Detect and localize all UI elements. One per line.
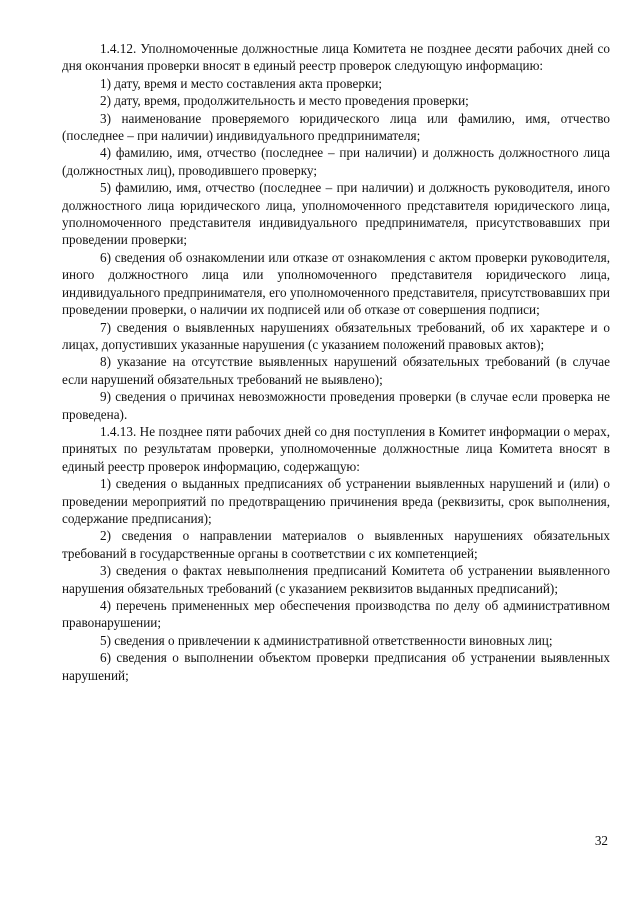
list-item-1: 1) дату, время и место составления акта проверки; (100, 75, 383, 91)
page-number: 32 (594, 833, 608, 848)
list-item-b5: 5) сведения о привлечении к административной ответственности виновных лиц; (100, 632, 553, 648)
list-item-3: 3) наименование проверяемого юридического лица или фамилию, имя, отчество (последнее – при наличии) индивидуального предпринимателя; (62, 110, 610, 144)
list-item-b1: 1) сведения о выданных предписаниях об устранении выявленных нарушений и (или) о проведении мероприятий по предотвращению причинения вреда (реквизиты, срок выполнения, содержание предписания); (62, 476, 610, 526)
list-item-b2: 2) сведения о направлении материалов о выявленных нарушениях обязательных требований в государственные органы в соответствии с их компетенцией; (62, 528, 610, 561)
paragraph-1-4-13: 1.4.13. Не позднее пяти рабочих дней со дня поступления в Комитет информации о мерах, принятых по результатам проверки, уполномоченные должностные лица Комитета вносят в единый реестр проверок информацию, содержащую: (62, 423, 610, 474)
list-item-4: 4) фамилию, имя, отчество (последнее – при наличии) и должность должностного лица (должностных лиц), проводившего проверку; (62, 145, 610, 178)
list-item-9: 9) сведения о причинах невозможности проведения проверки (в случае если проверка не проведена). (62, 389, 610, 422)
list-item-b6: 6) сведения о выполнении объектом проверки предписания об устранении выявленных нарушений; (62, 650, 610, 683)
list-item-7: 7) сведения о выявленных нарушениях обязательных требований, об их характере и о лицах, допустивших указанные нарушения (с указанием положений правовых актов); (62, 319, 610, 352)
list-item-2: 2) дату, время, продолжительность и место проведения проверки; (100, 93, 469, 109)
list-item-b4: 4) перечень примененных мер обеспечения производства по делу об административном правонарушении; (62, 598, 610, 631)
list-item-8: 8) указание на отсутствие выявленных нарушений обязательных требований (в случае если нарушений обязательных требований не выявлено); (62, 354, 610, 387)
list-item-b3: 3) сведения о фактах невыполнения предписаний Комитета об устранении выявленного нарушения обязательных требований (с указанием реквизитов выданных предписаний); (62, 563, 610, 596)
paragraph-1-4-12: 1.4.12. Уполномоченные должностные лица Комитета не позднее десяти рабочих дней со дня окончания проверки вносят в единый реестр проверок следующую информацию: (62, 41, 610, 74)
list-item-5: 5) фамилию, имя, отчество (последнее – при наличии) и должность руководителя, иного должностного лица юридического лица, уполномоченного представителя юридического лица, уполномоченного представителя индивидуального предпринимателя, присутствовавших при проведении проверки; (62, 180, 610, 248)
list-item-6: 6) сведения об ознакомлении или отказе от ознакомления с актом проверки руководителя, иного должностного лица или уполномоченного представителя юридического лица, индивидуального предпринимателя, его уполномоченного представителя, присутствовавших при проведении проверки, о наличии их подписей или об отказе от совершения подписи; (62, 249, 610, 318)
document-body (62, 40, 610, 684)
